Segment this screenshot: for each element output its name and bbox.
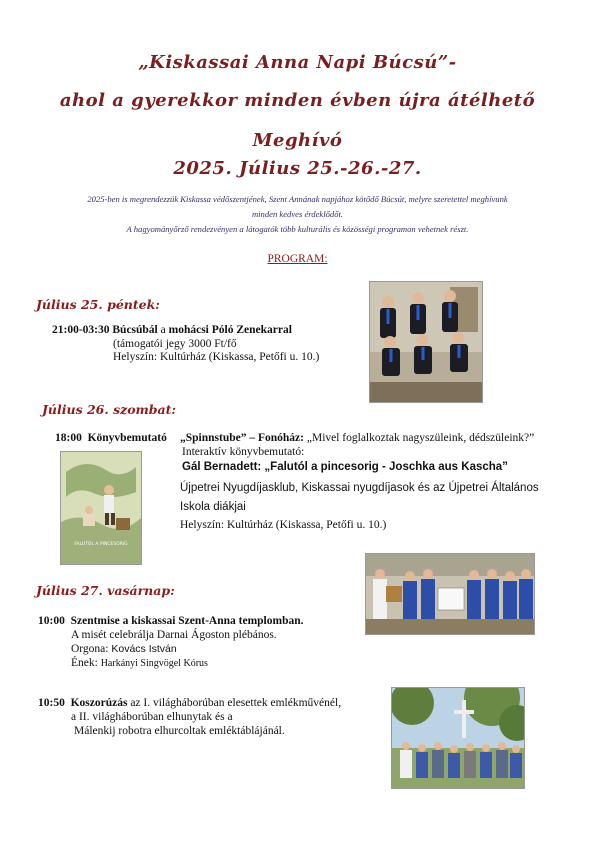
day3-organ-name: Kovács István	[111, 643, 177, 655]
book-cover-title: FALUTÓL A PINCESORIG	[74, 542, 128, 547]
day2-time-label	[55, 432, 167, 444]
day2-title	[180, 432, 534, 444]
day3-wreath-time: 10:50	[38, 697, 65, 709]
title-line-1: „Kiskassai Anna Napi Búcsú”-	[138, 52, 457, 73]
day3-mass-title: Szentmise a kiskassai Szent-Anna templomban.	[70, 615, 304, 627]
day1-event-bold2: mohácsi Póló Zenekarral	[168, 324, 292, 336]
day2-title-rest: „Mivel foglalkoztak nagyszüleink, dédszüleink?”	[306, 432, 535, 444]
day3-mass-celebrant: A misét celebrálja Darnai Ágoston plébános.	[71, 629, 277, 641]
day2-author-book: Gál Bernadett: „Falutól a pincesorig - Joschka aus Kascha”	[182, 461, 508, 473]
day1-event-line	[52, 324, 292, 336]
intro-line-1: 2025-ben is megrendezzük Kiskassa védőszentjének, Szent Annának napjához kötődő Búcsút, melyre szeretettel meghívunk	[87, 194, 508, 204]
day3-wreath-bold: Koszorúzás	[70, 697, 128, 709]
day3-organ	[71, 643, 177, 655]
intro-line-2: minden kedves érdeklődőt.	[251, 209, 344, 219]
day1-event-bold: Búcsúbál	[112, 324, 158, 336]
day3-mass-line	[38, 615, 304, 627]
title-dates: 2025. Július 25.-26.-27.	[173, 158, 422, 179]
day3-wreath-line-2: a II. világháborúban elhunytak és a	[71, 711, 233, 723]
day2-time: 18:00	[55, 432, 82, 444]
day3-heading: Július 27. vasárnap:	[36, 583, 175, 598]
day3-song	[71, 657, 208, 669]
day2-venue: Helyszín: Kultúrház (Kiskassa, Petőfi u. 10.)	[180, 519, 387, 531]
day2-heading: Július 26. szombat:	[42, 402, 177, 417]
day2-participants-2: Iskola diákjai	[180, 501, 246, 513]
memorial-photo	[391, 687, 525, 789]
day3-song-label: Ének:	[71, 657, 98, 669]
book-cover-image	[60, 451, 142, 565]
day1-heading: Július 25. péntek:	[36, 297, 160, 312]
day3-wreath-line	[38, 697, 341, 709]
day3-song-name: Harkányi Singvögel Kórus	[100, 658, 208, 669]
day3-wreath-rest: az I. világháborúban elesettek emlékművénél,	[130, 697, 342, 709]
intro-line-3: A hagyományőrző rendezvényen a látogatók több kulturális és közösségi programon vehetnek részt.	[126, 224, 469, 234]
day2-label: Könyvbemutató	[87, 432, 167, 444]
day1-time: 21:00-03:30	[52, 324, 110, 336]
day1-venue: Helyszín: Kultúrház (Kiskassa, Petőfi u. 10.)	[113, 351, 320, 363]
title-invitation: Meghívó	[252, 130, 343, 151]
title-line-2: ahol a gyerekkor minden évben újra átélhető	[59, 90, 536, 111]
day2-title-bold: „Spinnstube” – Fonóház:	[180, 432, 304, 444]
choir-photo	[365, 553, 535, 635]
day3-mass-time: 10:00	[38, 615, 65, 627]
day3-organ-label: Orgona:	[71, 643, 109, 655]
day3-wreath-line-3: Málenkij robotra elhurcoltak emléktáblájánál.	[74, 725, 285, 737]
day2-participants-1: Újpetrei Nyugdíjasklub, Kiskassai nyugdíjasok és az Újpetrei Általános	[180, 482, 539, 494]
intro-paragraph	[0, 192, 595, 237]
day1-ticket: (támogatói jegy 3000 Ft/fő	[113, 338, 237, 350]
band-photo	[369, 281, 483, 403]
day1-event-mid: a	[160, 324, 166, 336]
day2-interactive: Interaktív könyvbemutató:	[182, 446, 305, 458]
program-heading: PROGRAM:	[267, 253, 328, 265]
